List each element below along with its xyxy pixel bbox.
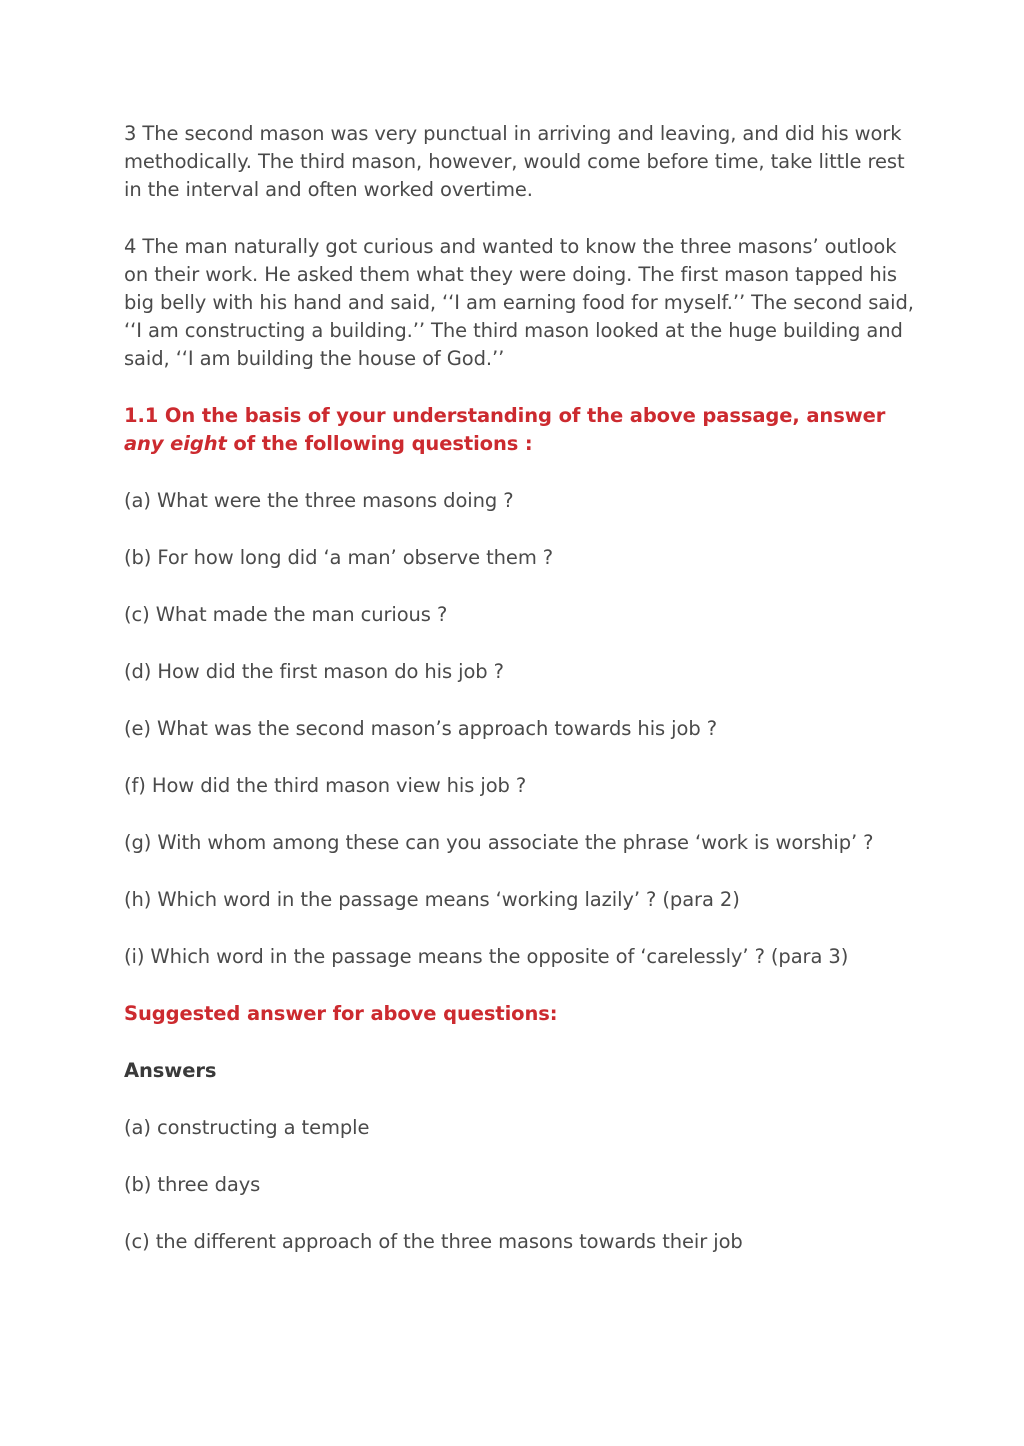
document-page [124, 120, 914, 1285]
question-i: (i) Which word in the passage means the opposite of ‘carelessly’ ? (para 3) [124, 945, 849, 968]
question-g: (g) With whom among these can you associate the phrase ‘work is worship’ ? [124, 831, 874, 854]
question-b: (b) For how long did ‘a man’ observe them ? [124, 546, 554, 569]
answer-b: (b) three days [124, 1173, 261, 1196]
instruction-text-start: 1.1 On the basis of your understanding of the above passage, answer [124, 404, 886, 427]
instruction-heading [124, 402, 914, 458]
suggested-answer-heading: Suggested answer for above questions: [124, 1002, 558, 1025]
question-e: (e) What was the second mason’s approach towards his job ? [124, 717, 717, 740]
instruction-text-end: of the following questions : [226, 432, 533, 455]
passage-paragraph-3: 3 The second mason was very punctual in arriving and leaving, and did his work methodically. The third mason, however, would come before time, take little rest in the interval and often worked overtime. [124, 122, 905, 201]
passage-paragraph-4: 4 The man naturally got curious and wanted to know the three masons’ outlook on their work. He asked them what they were doing. The first mason tapped his big belly with his hand and said, ‘‘I am earning food for myself.’’ The second said, ‘‘I am constructing a building.’’ The third mason looked at the huge building and said, ‘‘I am building the house of God.’’ [124, 235, 914, 370]
instruction-emphasis: any eight [124, 432, 227, 455]
question-a: (a) What were the three masons doing ? [124, 489, 514, 512]
question-c: (c) What made the man curious ? [124, 603, 448, 626]
answers-heading: Answers [124, 1059, 217, 1082]
question-h: (h) Which word in the passage means ‘working lazily’ ? (para 2) [124, 888, 740, 911]
question-f: (f) How did the third mason view his job ? [124, 774, 527, 797]
answer-c: (c) the different approach of the three masons towards their job [124, 1230, 743, 1253]
answer-a: (a) constructing a temple [124, 1116, 370, 1139]
question-d: (d) How did the first mason do his job ? [124, 660, 504, 683]
